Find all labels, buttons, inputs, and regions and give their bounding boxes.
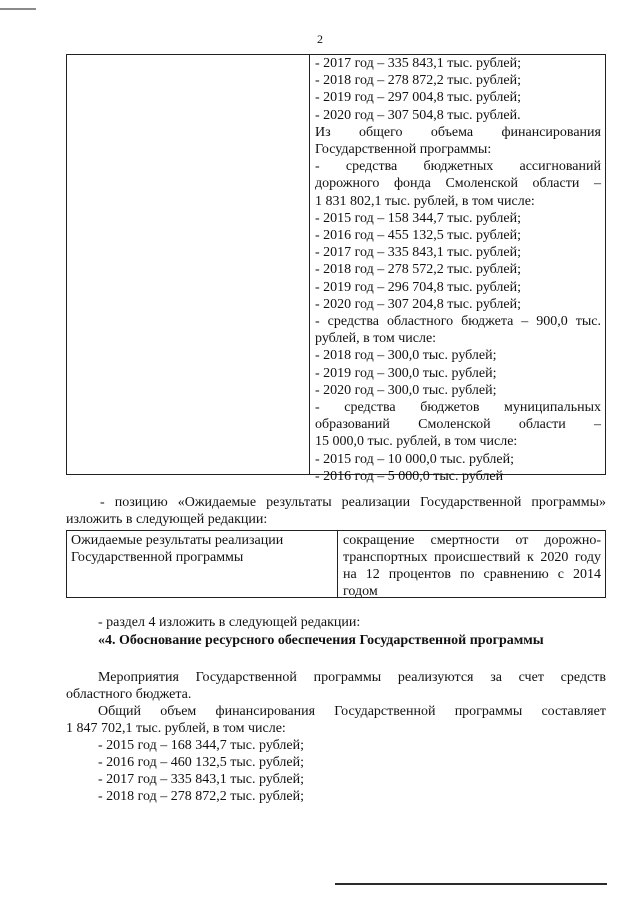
funding-line: - 2017 год – 335 843,1 тыс. рублей;	[315, 56, 522, 71]
funding-line: 1 831 802,1 тыс. рублей, в том числе:	[315, 193, 535, 209]
results-label-cell: Ожидаемые результаты реализации Государственной программы	[71, 533, 284, 565]
body-paragraph-line	[98, 669, 606, 686]
word: Общий	[98, 704, 141, 719]
word: ассигнований	[519, 159, 601, 175]
funding-line: 15 000,0 тыс. рублей, в том числе:	[315, 434, 518, 450]
word: -	[315, 159, 320, 175]
word: -	[100, 495, 105, 510]
word: Государственной	[195, 670, 297, 685]
funding-line: - 2018 год – 278 872,2 тыс. рублей;	[315, 73, 522, 89]
funding-line	[315, 313, 601, 330]
word: -	[315, 314, 320, 330]
funding-line: рублей, в том числе:	[315, 331, 437, 347]
word: Государственной	[420, 495, 522, 510]
funding-line: - 2017 год – 335 843,1 тыс. рублей;	[315, 245, 522, 261]
funding-line	[315, 175, 601, 192]
word: «Ожидаемые	[177, 495, 257, 510]
word: финансирования	[215, 704, 316, 719]
word: средства	[344, 400, 396, 416]
funding-line: Государственной программы:	[315, 142, 492, 158]
funding-line: - 2020 год – 300,0 тыс. рублей;	[315, 382, 497, 398]
word: образований	[315, 417, 390, 433]
funding-line: - 2015 год – 158 344,7 тыс. рублей;	[315, 210, 522, 226]
word: Мероприятия	[98, 670, 179, 685]
section-intro: - раздел 4 изложить в следующей редакции:	[98, 615, 361, 630]
section-heading: «4. Обоснование ресурсного обеспечения Государственной программы	[98, 633, 544, 648]
funding-line	[315, 399, 601, 416]
table-column-divider	[309, 55, 310, 474]
word: программы	[313, 670, 382, 685]
body-paragraph-line: 1 847 702,1 тыс. рублей, в том числе:	[66, 721, 286, 736]
funding-line: - 2019 год – 296 704,8 тыс. рублей;	[315, 279, 522, 295]
year-amount-line: - 2016 год – 460 132,5 тыс. рублей;	[98, 755, 305, 770]
word: средства	[345, 159, 398, 175]
word: 900,0	[536, 314, 568, 330]
word: бюджетных	[423, 159, 494, 175]
word: программы	[454, 704, 523, 719]
word: Смоленской	[418, 417, 491, 433]
word: программы»	[531, 495, 606, 510]
body-paragraph-line	[98, 703, 606, 720]
funding-line	[315, 416, 601, 433]
word: –	[593, 176, 601, 192]
word: областного	[386, 314, 454, 330]
funding-table	[66, 54, 606, 484]
funding-line: - 2018 год – 300,0 тыс. рублей;	[315, 348, 497, 364]
word: средства	[327, 314, 379, 330]
word: бюджета	[461, 314, 514, 330]
word: реализуются	[397, 670, 474, 685]
word: области	[532, 176, 580, 192]
word: объем	[160, 704, 197, 719]
word: финансирования	[501, 124, 601, 140]
word: за	[490, 670, 502, 685]
word: составляет	[541, 704, 606, 719]
word: –	[593, 417, 601, 433]
funding-line: - 2018 год – 278 572,2 тыс. рублей;	[315, 262, 522, 278]
year-amount-line: - 2017 год – 335 843,1 тыс. рублей;	[98, 772, 305, 787]
results-intro-line: изложить в следующей редакции:	[66, 512, 268, 527]
word: тыс.	[575, 314, 601, 330]
funding-line: - 2019 год – 297 004,8 тыс. рублей;	[315, 90, 522, 106]
word: фонда	[393, 176, 431, 192]
year-amount-line: - 2018 год – 278 872,2 тыс. рублей;	[98, 789, 305, 804]
funding-cell	[315, 55, 601, 485]
word: позицию	[114, 495, 168, 510]
word: Смоленской	[445, 176, 518, 192]
footer-rule	[335, 883, 607, 885]
word: дорожного	[315, 176, 380, 192]
funding-line: - 2020 год – 307 204,8 тыс. рублей;	[315, 296, 522, 312]
results-intro-line	[100, 494, 606, 511]
body-paragraph-line: областного бюджета.	[66, 687, 192, 702]
funding-line: - 2020 год – 307 504,8 тыс. рублей.	[315, 107, 521, 123]
word: результаты	[266, 495, 332, 510]
funding-line	[315, 158, 601, 175]
funding-line: - 2015 год – 10 000,0 тыс. рублей;	[315, 451, 515, 467]
word: муниципальных	[504, 400, 601, 416]
results-value-cell: сокращение смертности от дорожно-транспортных происшествий к 2020 году на 12 процентов по сравнению с 2014 годом	[343, 533, 601, 599]
word: –	[521, 314, 529, 330]
word: общего	[359, 124, 403, 140]
funding-line: - 2016 год – 455 132,5 тыс. рублей;	[315, 228, 522, 244]
word: Из	[315, 124, 331, 140]
funding-line	[315, 124, 601, 141]
word: области	[518, 417, 566, 433]
word: счет	[518, 670, 544, 685]
word: объема	[430, 124, 474, 140]
word: Государственной	[334, 704, 436, 719]
word: средств	[560, 670, 606, 685]
year-amount-line: - 2015 год – 168 344,7 тыс. рублей;	[98, 738, 305, 753]
word: -	[315, 400, 320, 416]
results-table	[66, 530, 606, 598]
funding-line: - 2016 год – 5 000,0 тыс. рублей	[315, 468, 504, 484]
page-number: 2	[317, 32, 323, 46]
funding-line: - 2019 год – 300,0 тыс. рублей;	[315, 365, 497, 381]
word: бюджетов	[420, 400, 480, 416]
scan-edge-mark	[0, 8, 36, 10]
table-column-divider	[337, 531, 338, 597]
word: реализации	[341, 495, 411, 510]
